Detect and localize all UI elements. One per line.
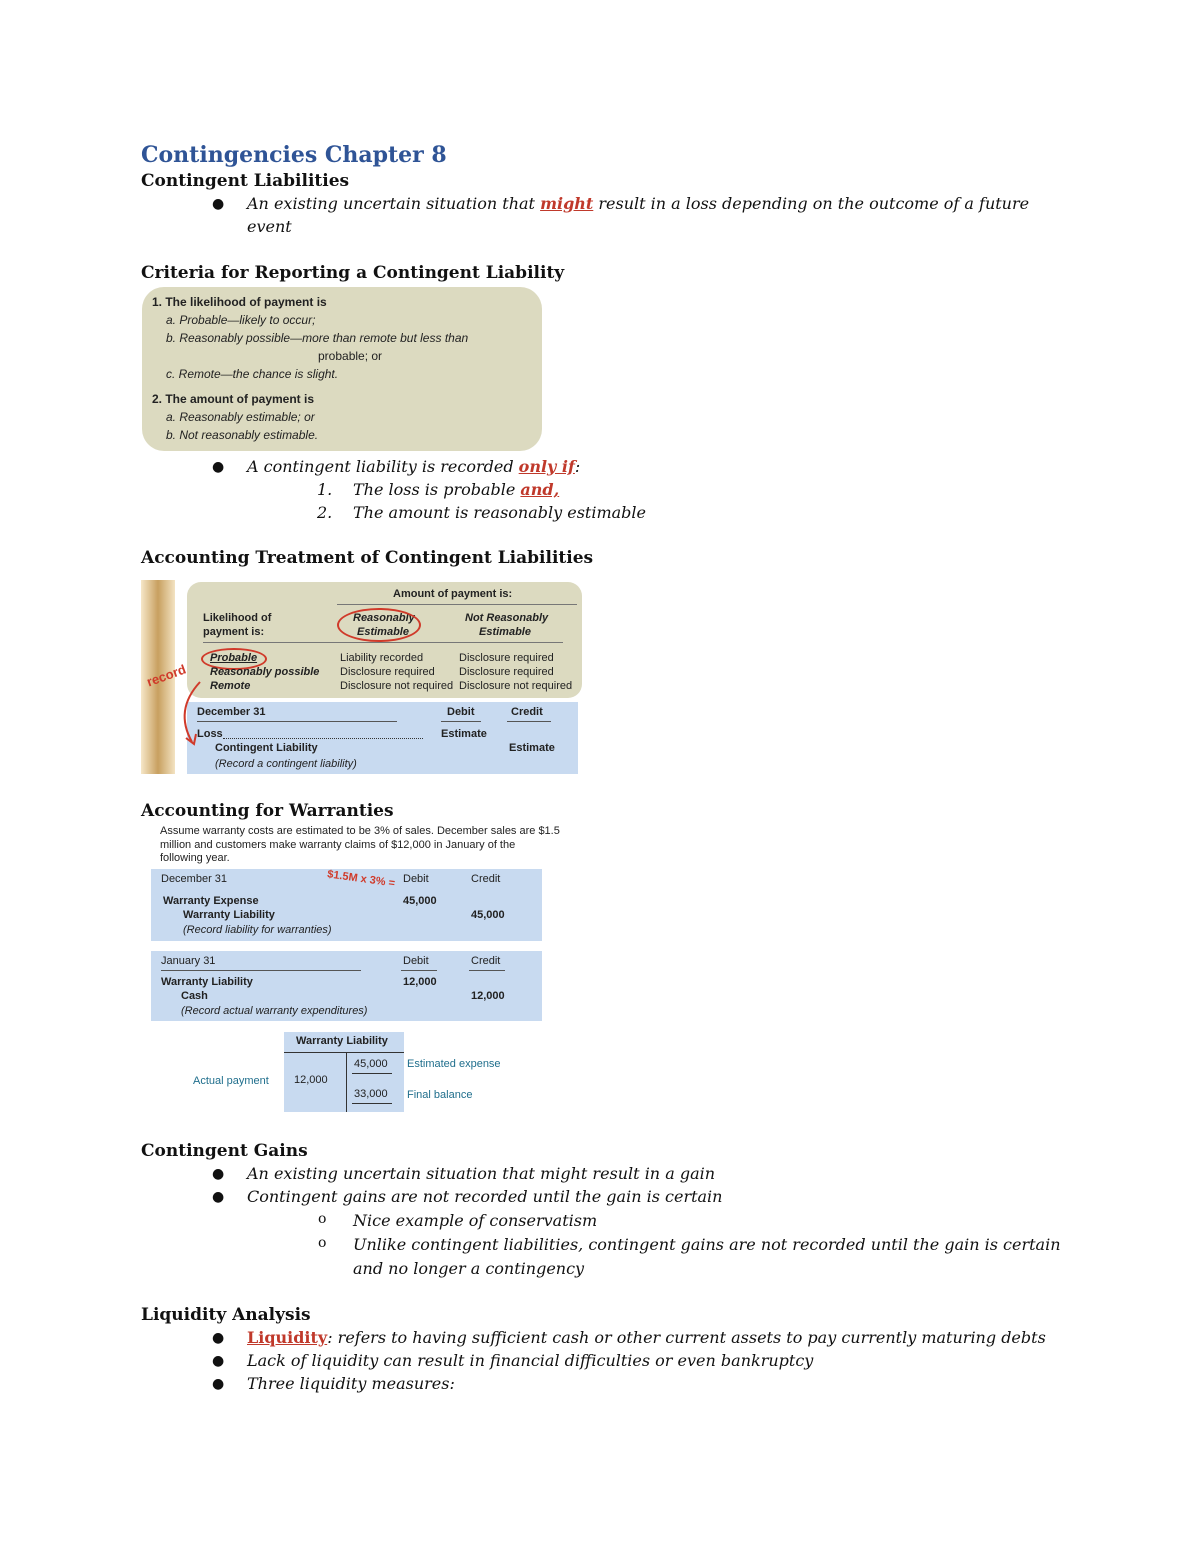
likelihood-header: Likelihood of [203,612,272,624]
je-credit-header: Credit [511,706,543,718]
je-memo: (Record a contingent liability) [215,758,357,770]
je-dr-amount: 12,000 [403,976,437,988]
warranty-intro-3: following year. [160,852,230,864]
je-warranty-liability: Warranty Liability [161,976,253,988]
heading-contingent-liabilities: Contingent Liabilities [141,171,350,191]
calc-note: $1.5M x 3% = [326,868,396,890]
col-reasonably-2: Estimable [357,626,409,638]
criteria-reasonably-possible: b. Reasonably possible—more than remote but less than [166,331,469,345]
je-memo: (Record liability for warranties) [183,924,332,936]
je-date: December 31 [197,706,266,718]
emphasis-and: and, [520,480,560,499]
je-loss: Loss [197,728,223,740]
je-dr-amount: 45,000 [403,895,437,907]
gains-bullet-2: Contingent gains are not recorded until the gain is certain [247,1187,723,1206]
je-divider [161,970,361,971]
col-reasonably: Reasonably [353,612,415,624]
t-account-top-line [284,1052,404,1053]
je-credit-header: Credit [471,873,501,885]
gains-sub-2: Unlike contingent liabilities, contingent gains are not recorded until the gain is certain [353,1235,1061,1254]
je-divider [197,721,397,722]
je-date: January 31 [161,955,216,967]
criteria-box [142,287,542,451]
criteria-probable-or: probable; or [318,349,383,363]
row-cell: Disclosure required [459,652,554,664]
contingent-definition-cont: event [247,217,292,236]
contingent-definition: An existing uncertain situation that might result in a loss depending on the outcome of a future [247,194,1030,213]
je-cr-amount: 12,000 [471,990,505,1002]
row-cell: Disclosure not required [340,680,454,692]
header-divider [337,604,577,605]
warranty-intro-2: million and customers make warranty claims of $12,000 in January of the [160,839,516,851]
t-account-actual-label: Actual payment [193,1075,269,1087]
liquidity-bullet-3: Three liquidity measures: [247,1374,455,1393]
emphasis-liquidity: Liquidity [247,1328,328,1347]
t-account-debit: 12,000 [294,1074,328,1086]
criteria-likelihood: 1. The likelihood of payment is [152,295,327,309]
journal-entry-warranty-dec [151,869,542,941]
je-date: December 31 [161,873,228,885]
je-cash: Cash [181,990,208,1002]
row-cell: Liability recorded [340,652,424,664]
je-divider [507,721,551,722]
liquidity-bullet-2: Lack of liquidity can result in financial difficulties or even bankruptcy [247,1351,814,1370]
criteria-amount: 2. The amount of payment is [152,392,315,406]
bullet-icon: ● [212,459,225,475]
t-account-title: Warranty Liability [296,1035,388,1047]
je-warranty-expense: Warranty Expense [163,895,259,907]
col-not-reasonably: Not Reasonably [465,612,549,624]
t-account-balance-line [352,1103,392,1104]
t-account-warranty-liability [284,1032,404,1112]
journal-entry-contingent [187,702,578,774]
je-divider [469,970,505,971]
liquidity-definition: Liquidity: refers to having sufficient cash or other current assets to pay currently maturing debts [247,1328,1046,1347]
bullet-icon: ● [212,1353,225,1369]
recording-rule: A contingent liability is recorded only if: [247,457,581,476]
row-cell: Disclosure required [459,666,554,678]
journal-entry-warranty-jan [151,951,542,1021]
t-account-credit: 45,000 [354,1058,388,1070]
criteria-remote: c. Remote—the chance is slight. [166,367,339,381]
row-label: Remote [210,680,251,692]
row-label: Probable [210,652,258,664]
je-contingent-liability: Contingent Liability [215,742,318,754]
je-debit-header: Debit [403,873,429,885]
warranty-intro: Assume warranty costs are estimated to be 3% of sales. December sales are $1.5 [160,825,560,837]
amount-header: Amount of payment is: [393,588,513,600]
gains-sub-1: Nice example of conservatism [353,1211,598,1230]
page-title: Contingencies Chapter 8 [141,142,447,168]
t-account-est-label: Estimated expense [407,1058,501,1070]
je-divider [401,970,437,971]
criteria-probable: a. Probable—likely to occur; [166,313,316,327]
row-cell: Disclosure required [340,666,435,678]
je-debit-header: Debit [403,955,429,967]
highlight-circle [337,608,421,642]
row-divider [203,642,563,643]
je-divider [441,721,481,722]
emphasis-might: might [540,194,594,213]
sub-bullet-icon: o [318,1235,327,1251]
row-label: Reasonably possible [210,666,320,678]
t-account-center-line [346,1052,347,1112]
rule-item-2: The amount is reasonably estimable [353,503,647,522]
record-arrow-icon [170,680,206,750]
t-account-balance: 33,000 [354,1088,388,1100]
col-not-reasonably-2: Estimable [479,626,531,638]
heading-criteria: Criteria for Reporting a Contingent Liability [141,263,565,283]
heading-contingent-gains: Contingent Gains [141,1141,308,1161]
gains-sub-2-cont: and no longer a contingency [353,1259,585,1278]
rule-item-1: The loss is probable and, [353,480,560,499]
je-cr-amount: 45,000 [471,909,505,921]
likelihood-header-2: payment is: [203,626,265,638]
heading-treatment: Accounting Treatment of Contingent Liabilities [141,548,594,568]
je-cl-amount: Estimate [509,742,555,754]
bullet-icon: ● [212,1376,225,1392]
emphasis-only-if: only if [518,457,575,476]
row-cell: Disclosure not required [459,680,573,692]
sub-bullet-icon: o [318,1211,327,1227]
heading-liquidity: Liquidity Analysis [141,1305,311,1325]
je-debit-header: Debit [447,706,475,718]
criteria-not-estimable: b. Not reasonably estimable. [166,428,319,442]
je-leader [223,738,423,739]
rule-item-number: 2. [317,503,333,522]
je-credit-header: Credit [471,955,501,967]
bullet-icon: ● [212,1330,225,1346]
je-loss-amount: Estimate [441,728,487,740]
je-warranty-liability: Warranty Liability [183,909,275,921]
heading-warranties: Accounting for Warranties [141,801,394,821]
record-note: record [144,661,188,690]
treatment-matrix [187,582,582,698]
bullet-icon: ● [212,1189,225,1205]
je-memo: (Record actual warranty expenditures) [181,1005,368,1017]
rule-item-number: 1. [317,480,333,499]
t-account-subtotal-line [352,1073,392,1074]
bullet-icon: ● [212,196,225,212]
t-account-final-label: Final balance [407,1089,473,1101]
gains-bullet-1: An existing uncertain situation that might result in a gain [247,1164,716,1183]
bullet-icon: ● [212,1166,225,1182]
criteria-estimable: a. Reasonably estimable; or [166,410,315,424]
